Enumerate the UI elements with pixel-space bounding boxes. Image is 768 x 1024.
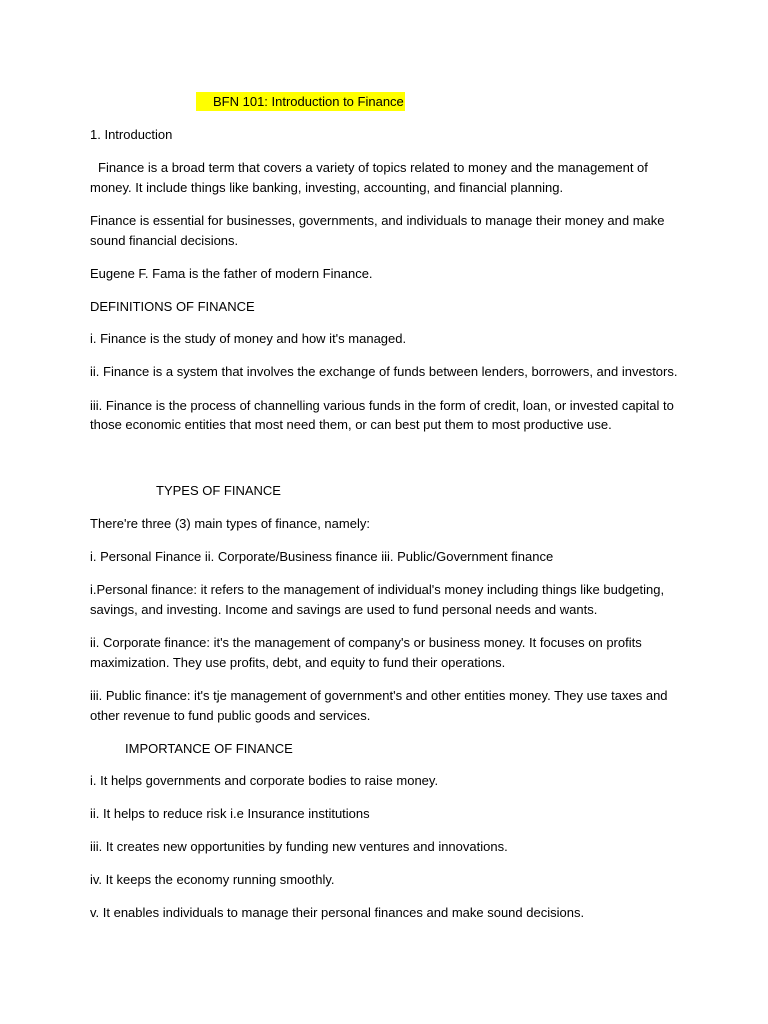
- importance-v: v. It enables individuals to manage their personal finances and make sound decisions.: [90, 905, 585, 920]
- corporate-finance-line-1: ii. Corporate finance: it's the management of company's or business money. It focuses on profits: [90, 635, 642, 650]
- public-finance-line-2: other revenue to fund public goods and services.: [90, 708, 371, 723]
- intro-paragraph-line-2: money. It include things like banking, investing, accounting, and financial planning.: [90, 180, 564, 195]
- intro-heading: 1. Introduction: [90, 127, 173, 142]
- personal-finance-line-1: i.Personal finance: it refers to the management of individual's money including things like budgeting,: [90, 582, 665, 597]
- types-list: i. Personal Finance ii. Corporate/Business finance iii. Public/Government finance: [90, 549, 554, 564]
- definition-ii: ii. Finance is a system that involves the exchange of funds between lenders, borrowers, and investors.: [90, 364, 678, 379]
- title-block: [196, 92, 405, 112]
- intro-paragraph-line-1: Finance is a broad term that covers a variety of topics related to money and the management of: [98, 160, 648, 175]
- importance-heading: IMPORTANCE OF FINANCE: [125, 741, 293, 756]
- importance-ii: ii. It helps to reduce risk i.e Insurance institutions: [90, 806, 370, 821]
- essential-paragraph-line-2: sound financial decisions.: [90, 233, 239, 248]
- definitions-heading: DEFINITIONS OF FINANCE: [90, 299, 255, 314]
- definition-i: i. Finance is the study of money and how it's managed.: [90, 331, 407, 346]
- definition-iii-line-2: those economic entities that most need them, or can best put them to most productive use.: [90, 417, 612, 432]
- fama-paragraph: Eugene F. Fama is the father of modern Finance.: [90, 266, 373, 281]
- types-heading: TYPES OF FINANCE: [156, 483, 281, 498]
- personal-finance-line-2: savings, and investing. Income and savings are used to fund personal needs and wants.: [90, 602, 598, 617]
- document-title: BFN 101: Introduction to Finance: [196, 92, 405, 111]
- importance-iv: iv. It keeps the economy running smoothly.: [90, 872, 335, 887]
- public-finance-line-1: iii. Public finance: it's tje management of government's and other entities money. They use taxes and: [90, 688, 668, 703]
- types-intro: There're three (3) main types of finance, namely:: [90, 516, 370, 531]
- importance-iii: iii. It creates new opportunities by funding new ventures and innovations.: [90, 839, 508, 854]
- definition-iii-line-1: iii. Finance is the process of channelling various funds in the form of credit, loan, or invested capital to: [90, 398, 674, 413]
- importance-i: i. It helps governments and corporate bodies to raise money.: [90, 773, 439, 788]
- essential-paragraph-line-1: Finance is essential for businesses, governments, and individuals to manage their money and make: [90, 213, 665, 228]
- corporate-finance-line-2: maximization. They use profits, debt, and equity to fund their operations.: [90, 655, 506, 670]
